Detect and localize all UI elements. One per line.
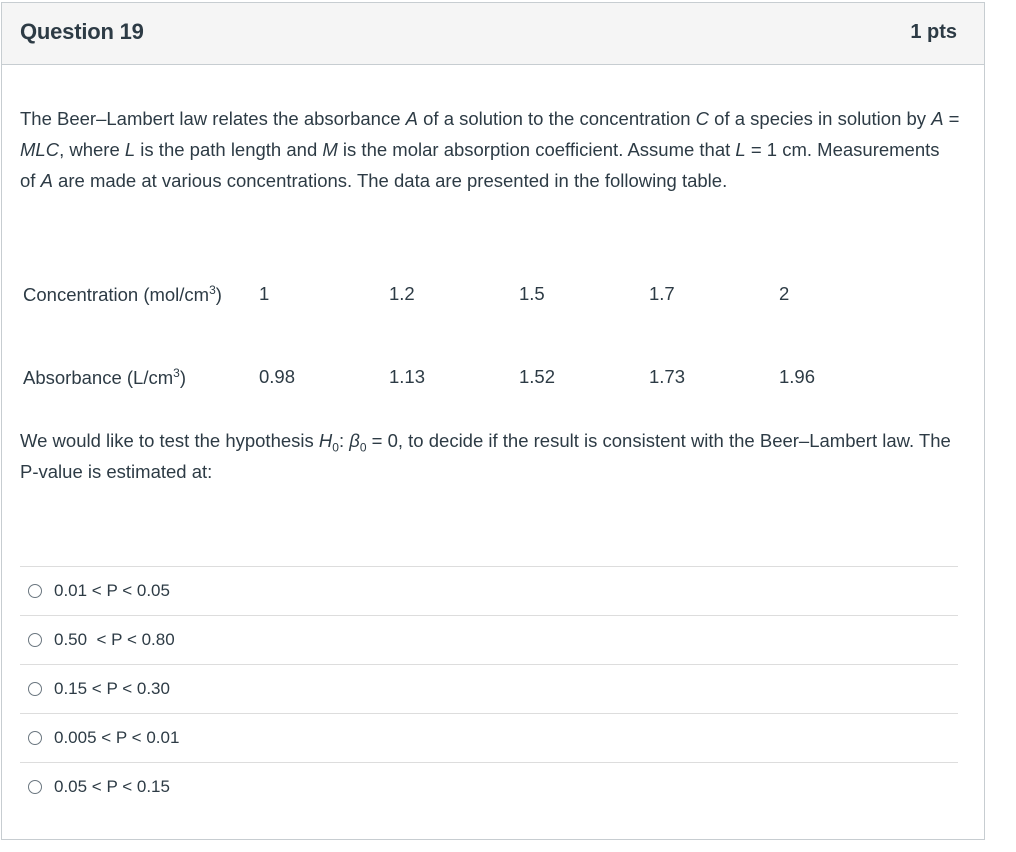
answer-label: 0.15 < P < 0.30 [54, 679, 170, 698]
hypothesis-text-segment: : [338, 430, 350, 451]
answer-option-5[interactable] [20, 762, 958, 811]
absorbance-label-sup: 3 [173, 365, 180, 380]
hypothesis-text-segment: We would like to test the hypothesis [20, 430, 319, 451]
intro-text-segment: of a species in solution by [709, 108, 932, 129]
hypothesis-var-h: H [318, 430, 333, 451]
concentration-value: 2 [779, 283, 790, 304]
intro-var-l: L [735, 139, 746, 160]
radio-button[interactable] [28, 682, 42, 696]
intro-text-segment: are made at various concentrations. The data are presented in the following table. [52, 170, 728, 191]
radio-button[interactable] [28, 780, 42, 794]
intro-text-segment: is the molar absorption coefficient. Assume that [337, 139, 736, 160]
absorbance-label-text: Absorbance (L/cm [23, 366, 174, 388]
concentration-value: 1 [259, 283, 270, 304]
intro-var-a: A [931, 108, 944, 129]
intro-var-m: M [322, 139, 338, 160]
concentration-label [18, 259, 255, 329]
hypothesis-var-beta-sub: 0 [359, 440, 367, 455]
answer-list [20, 566, 958, 811]
hypothesis-text-segment: = 0, to decide if the result is consistent with the Beer–Lambert law. The P-value is estimated at: [20, 430, 951, 482]
data-table [18, 259, 905, 405]
intro-text-segment: of a solution to the concentration [417, 108, 696, 129]
intro-text-segment: = 1 cm. Measurements of [20, 139, 940, 191]
absorbance-value: 1.13 [389, 366, 426, 387]
radio-button[interactable] [28, 731, 42, 745]
intro-text-segment: The Beer–Lambert law relates the absorbance [20, 108, 406, 129]
absorbance-value: 0.98 [259, 366, 296, 387]
concentration-label-close: ) [215, 283, 222, 305]
absorbance-value: 1.73 [649, 366, 686, 387]
answer-option-4[interactable] [20, 713, 958, 762]
concentration-value: 1.5 [519, 283, 545, 304]
intro-text-segment: , where [59, 139, 125, 160]
concentration-label-text: Concentration (mol/cm [23, 283, 210, 305]
question-points: 1 pts [910, 21, 957, 43]
absorbance-value: 1.96 [779, 366, 816, 387]
intro-var-c: C [695, 108, 710, 129]
answer-label: 0.005 < P < 0.01 [54, 728, 180, 747]
quiz-question-card [1, 2, 985, 840]
hypothesis-var-beta: β [349, 430, 360, 451]
table-row-absorbance [18, 349, 905, 405]
hypothesis-text [20, 425, 960, 487]
absorbance-value: 1.52 [519, 366, 556, 387]
intro-text-segment: is the path length and [135, 139, 323, 160]
concentration-value: 1.7 [649, 283, 675, 304]
absorbance-label-close: ) [179, 366, 186, 388]
answer-label: 0.01 < P < 0.05 [54, 581, 170, 600]
answer-option-3[interactable] [20, 664, 958, 713]
table-spacer [18, 329, 905, 349]
concentration-label-sup: 3 [209, 282, 216, 297]
intro-var-mlc: MLC [20, 139, 60, 160]
question-header [2, 3, 984, 65]
table-row-concentration [18, 259, 905, 329]
concentration-value: 1.2 [389, 283, 415, 304]
hypothesis-var-h-sub: 0 [332, 440, 339, 455]
intro-var-l: L [124, 139, 136, 160]
answer-label: 0.50 < P < 0.80 [54, 630, 175, 649]
question-intro-text [20, 103, 960, 196]
answer-label: 0.05 < P < 0.15 [54, 777, 170, 796]
answer-option-1[interactable] [20, 566, 958, 615]
answer-option-2[interactable] [20, 615, 958, 664]
question-title: Question 19 [20, 19, 144, 44]
intro-var-a: A [405, 108, 418, 129]
radio-button[interactable] [28, 584, 42, 598]
intro-text-segment: = [943, 108, 960, 129]
absorbance-label [18, 349, 255, 405]
radio-button[interactable] [28, 633, 42, 647]
intro-var-a: A [40, 170, 53, 191]
